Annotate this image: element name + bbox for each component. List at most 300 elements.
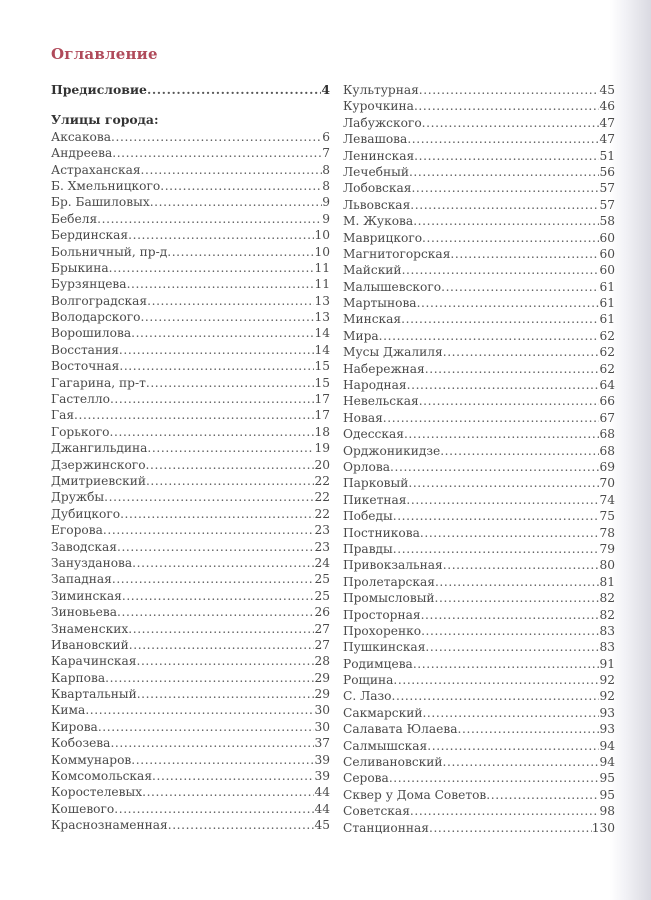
dot-leader — [114, 801, 314, 817]
toc-entry[interactable] — [343, 197, 615, 213]
entry-name: Минская — [343, 312, 402, 327]
entry-page: 69 — [599, 459, 615, 474]
toc-entry[interactable] — [343, 541, 615, 557]
entry-name: Заводская — [51, 539, 117, 554]
toc-entry[interactable] — [51, 342, 330, 358]
toc-entry[interactable] — [343, 459, 615, 475]
toc-entry[interactable] — [51, 260, 330, 276]
entry-name: Новая — [343, 410, 383, 425]
entry-page: 26 — [314, 605, 330, 620]
entry-page: 9 — [322, 195, 330, 210]
toc-entry[interactable] — [343, 475, 615, 491]
entry-page: 30 — [314, 719, 330, 734]
entry-page: 79 — [599, 541, 615, 556]
dot-leader — [422, 230, 599, 246]
dot-leader — [142, 784, 314, 800]
entry-page: 27 — [314, 621, 330, 636]
entry-name: Одесская — [343, 427, 404, 442]
entry-page: 94 — [599, 755, 615, 770]
dot-leader — [379, 328, 600, 344]
toc-entry[interactable] — [51, 309, 330, 325]
dot-leader — [140, 309, 314, 325]
toc-entry[interactable] — [343, 279, 615, 295]
dot-leader — [141, 162, 323, 178]
entry-name: Орлова — [343, 459, 391, 474]
dot-leader — [122, 588, 315, 604]
toc-entry[interactable] — [51, 457, 330, 473]
entry-page: 10 — [314, 244, 330, 259]
entry-page: 70 — [599, 476, 615, 491]
dot-leader — [414, 98, 600, 114]
dot-leader — [420, 525, 600, 541]
toc-entry[interactable] — [343, 803, 615, 819]
entry-name: Аксакова — [51, 129, 112, 144]
toc-entry[interactable] — [51, 506, 330, 522]
entry-page: 62 — [599, 345, 615, 360]
dot-leader — [410, 803, 600, 819]
dot-leader — [393, 541, 600, 557]
toc-entry[interactable] — [51, 489, 330, 505]
entry-page: 98 — [599, 804, 615, 819]
entry-page: 67 — [599, 410, 615, 425]
dot-leader — [404, 426, 600, 442]
toc-entry[interactable] — [51, 686, 330, 702]
entry-page: 60 — [599, 230, 615, 245]
dot-leader — [119, 342, 315, 358]
dot-leader — [120, 506, 314, 522]
entry-page: 30 — [314, 703, 330, 718]
dot-leader — [435, 574, 600, 590]
entry-page: 58 — [599, 214, 615, 229]
entry-name: Правды — [343, 541, 393, 556]
entry-page: 51 — [599, 148, 615, 163]
dot-leader — [168, 817, 315, 833]
entry-name: Андреева — [51, 146, 113, 161]
entry-page: 11 — [314, 277, 330, 292]
dot-leader — [421, 607, 600, 623]
toc-entry[interactable] — [51, 588, 330, 604]
dot-leader — [413, 213, 599, 229]
toc-entry[interactable] — [51, 801, 330, 817]
entry-page: 62 — [599, 328, 615, 343]
dot-leader — [435, 590, 600, 606]
dot-leader — [136, 653, 314, 669]
dot-leader — [441, 279, 599, 295]
toc-entry[interactable] — [343, 148, 615, 164]
toc-entry[interactable] — [51, 162, 330, 178]
entry-name: Астраханская — [51, 162, 141, 177]
entry-page: 44 — [314, 785, 330, 800]
entry-name: Родимцева — [343, 656, 413, 671]
entry-page: 83 — [599, 623, 615, 638]
dot-leader — [150, 194, 323, 210]
entry-name: Зиновьева — [51, 605, 118, 620]
entry-page: 22 — [314, 506, 330, 521]
entry-name: Лечебный — [343, 164, 409, 179]
entry-name: Володарского — [51, 310, 141, 325]
entry-name: С. Лазо — [343, 689, 392, 704]
dot-leader — [131, 752, 314, 768]
entry-name: Культурная — [343, 83, 419, 97]
toc-entry-preface[interactable] — [51, 82, 330, 98]
dot-leader — [127, 276, 315, 292]
dot-leader — [112, 145, 322, 161]
toc-entry[interactable] — [51, 375, 330, 391]
toc-entry[interactable] — [343, 672, 615, 688]
toc-left-column — [51, 82, 330, 834]
dot-leader — [128, 621, 314, 637]
toc-entry[interactable] — [51, 784, 330, 800]
toc-entry[interactable] — [51, 194, 330, 210]
dot-leader — [132, 555, 314, 571]
dot-leader — [421, 623, 599, 639]
toc-entry[interactable] — [343, 590, 615, 606]
entry-page: 74 — [599, 492, 615, 507]
entry-page: 57 — [599, 197, 615, 212]
entry-page: 92 — [599, 689, 615, 704]
entry-page: 64 — [599, 378, 615, 393]
toc-list-left — [51, 129, 330, 834]
toc-entry[interactable] — [51, 735, 330, 751]
dot-leader — [417, 295, 600, 311]
entry-page: 8 — [322, 178, 330, 193]
dot-leader — [443, 344, 600, 360]
toc-entry[interactable] — [343, 82, 615, 98]
toc-entry[interactable] — [51, 670, 330, 686]
toc-entry[interactable] — [343, 754, 615, 770]
entry-page: 83 — [599, 640, 615, 655]
toc-entry[interactable] — [343, 770, 615, 786]
entry-page: 92 — [599, 673, 615, 688]
toc-entry[interactable] — [51, 358, 330, 374]
entry-name: Малышевского — [343, 279, 442, 294]
toc-entry[interactable] — [343, 311, 615, 327]
dot-leader — [425, 639, 599, 655]
entry-page: 130 — [591, 820, 615, 835]
toc-entry[interactable] — [51, 702, 330, 718]
toc-entry[interactable] — [343, 525, 615, 541]
entry-page: 7 — [322, 146, 330, 161]
toc-entry[interactable] — [51, 178, 330, 194]
entry-name: Серова — [343, 771, 389, 786]
toc-entry[interactable] — [51, 604, 330, 620]
toc-entry[interactable] — [343, 508, 615, 524]
dot-leader — [109, 260, 315, 276]
dot-leader — [131, 325, 314, 341]
dot-leader — [112, 571, 315, 587]
dot-leader — [408, 475, 599, 491]
toc-entry[interactable] — [343, 180, 615, 196]
entry-name: Западная — [51, 572, 112, 587]
entry-name: Ворошилова — [51, 326, 132, 341]
entry-page: 61 — [599, 279, 615, 294]
entry-name: Лабужского — [343, 115, 422, 130]
entry-name: М. Жукова — [343, 214, 414, 229]
entry-page: 80 — [599, 558, 615, 573]
entry-page: 20 — [314, 457, 330, 472]
dot-leader — [167, 244, 314, 260]
toc-entry[interactable] — [343, 443, 615, 459]
toc-title: Оглавление — [51, 45, 158, 63]
entry-page: 23 — [314, 539, 330, 554]
entry-name: Ивановский — [51, 637, 129, 652]
toc-entry[interactable] — [51, 129, 330, 145]
entry-page: 60 — [599, 246, 615, 261]
entry-name: Орджоникидзе — [343, 443, 441, 458]
toc-entry[interactable] — [51, 145, 330, 161]
dot-leader — [440, 443, 599, 459]
dot-leader — [427, 738, 599, 754]
entry-page: 9 — [322, 211, 330, 226]
entry-name: Мира — [343, 328, 379, 343]
dot-leader — [458, 721, 600, 737]
entry-name: Пикетная — [343, 492, 407, 507]
toc-entry[interactable] — [343, 557, 615, 573]
toc-entry[interactable] — [343, 230, 615, 246]
dot-leader — [390, 459, 599, 475]
toc-entry[interactable] — [343, 787, 615, 803]
entry-name: Гагарина, пр-т — [51, 375, 146, 390]
dot-leader — [414, 148, 599, 164]
toc-entry[interactable] — [51, 293, 330, 309]
entry-name: Джангильдина — [51, 441, 148, 456]
entry-name: Кобозева — [51, 736, 111, 751]
entry-name: Мартынова — [343, 296, 417, 311]
toc-entry[interactable] — [51, 325, 330, 341]
toc-entry[interactable] — [343, 607, 615, 623]
dot-leader — [110, 424, 315, 440]
entry-page: 19 — [314, 441, 330, 456]
toc-entry[interactable] — [343, 344, 615, 360]
entry-page: 82 — [599, 591, 615, 606]
dot-leader — [411, 180, 599, 196]
entry-name: Дзержинского — [51, 457, 146, 472]
entry-name: Кошевого — [51, 801, 115, 816]
entry-page: 17 — [314, 392, 330, 407]
toc-entry[interactable] — [343, 246, 615, 262]
toc-entry[interactable] — [51, 391, 330, 407]
entry-name: Рощина — [343, 673, 394, 688]
dot-leader — [401, 311, 599, 327]
entry-page: 46 — [599, 99, 615, 114]
toc-entry[interactable] — [51, 555, 330, 571]
dot-leader — [152, 768, 314, 784]
entry-name: Коммунаров — [51, 752, 132, 767]
toc-entry[interactable] — [343, 98, 615, 114]
dot-leader — [422, 705, 599, 721]
entry-page: 8 — [322, 162, 330, 177]
entry-name: Бурзянцева — [51, 277, 127, 292]
toc-entry[interactable] — [51, 539, 330, 555]
entry-name: Коростелевых — [51, 785, 143, 800]
toc-entry[interactable] — [343, 492, 615, 508]
entry-page: 91 — [599, 656, 615, 671]
dot-leader — [147, 293, 314, 309]
entry-name: Селивановский — [343, 755, 443, 770]
entry-page: 81 — [599, 574, 615, 589]
dot-leader — [393, 672, 599, 688]
entry-page: 28 — [314, 654, 330, 669]
toc-entry[interactable] — [343, 820, 615, 836]
toc-entry[interactable] — [343, 656, 615, 672]
entry-name: Пролетарская — [343, 574, 435, 589]
toc-entry[interactable] — [343, 410, 615, 426]
toc-entry[interactable] — [343, 639, 615, 655]
entry-name: Горького — [51, 424, 110, 439]
toc-entry[interactable] — [343, 131, 615, 147]
dot-leader — [74, 407, 314, 423]
toc-entry[interactable] — [51, 407, 330, 423]
dot-leader — [110, 735, 314, 751]
entry-name: Гая — [51, 408, 75, 423]
entry-name: Промысловый — [343, 591, 435, 606]
dot-leader — [407, 377, 600, 393]
entry-page: 68 — [599, 427, 615, 442]
toc-entry[interactable] — [343, 623, 615, 639]
entry-name: Больничный, пр-д — [51, 244, 168, 259]
dot-leader — [402, 262, 600, 278]
dot-leader — [147, 440, 314, 456]
entry-name: Просторная — [343, 607, 421, 622]
toc-entry[interactable] — [343, 164, 615, 180]
entry-page: 11 — [314, 260, 330, 275]
entry-name: Гастелло — [51, 392, 110, 407]
dot-leader — [98, 719, 315, 735]
toc-entry[interactable] — [51, 637, 330, 653]
entry-name: Победы — [343, 509, 393, 524]
dot-leader — [117, 604, 314, 620]
entry-name: Станционная — [343, 820, 429, 835]
toc-entry[interactable] — [343, 721, 615, 737]
entry-page: 22 — [314, 490, 330, 505]
dot-leader — [425, 361, 600, 377]
toc-entry[interactable] — [51, 227, 330, 243]
entry-page: 22 — [314, 473, 330, 488]
toc-entry[interactable] — [51, 522, 330, 538]
entry-name: Восстания — [51, 342, 119, 357]
entry-name: Майский — [343, 263, 402, 278]
entry-name: Карпова — [51, 670, 106, 685]
toc-entry[interactable] — [343, 295, 615, 311]
dot-leader — [407, 131, 599, 147]
entry-name: Львовская — [343, 197, 411, 212]
entry-page: 24 — [314, 555, 330, 570]
dot-leader — [128, 227, 314, 243]
entry-page: 29 — [314, 687, 330, 702]
entry-name: Бебеля — [51, 211, 98, 226]
dot-leader — [409, 164, 600, 180]
toc-entry[interactable] — [343, 377, 615, 393]
toc-entry[interactable] — [343, 688, 615, 704]
toc-entry[interactable] — [51, 244, 330, 260]
entry-name: Бердинская — [51, 228, 129, 243]
entry-page: 23 — [314, 523, 330, 538]
toc-entry[interactable] — [343, 328, 615, 344]
entry-name: Мусы Джалиля — [343, 345, 443, 360]
toc-entry[interactable] — [51, 211, 330, 227]
entry-page: 95 — [599, 771, 615, 786]
dot-leader — [146, 375, 315, 391]
entry-name: Предисловие — [51, 82, 147, 97]
dot-leader — [406, 492, 599, 508]
entry-name: Занузданова — [51, 555, 133, 570]
entry-page: 6 — [322, 129, 330, 144]
toc-entry[interactable] — [51, 276, 330, 292]
toc-entry[interactable] — [343, 574, 615, 590]
dot-leader — [383, 410, 600, 426]
entry-page: 66 — [599, 394, 615, 409]
dot-leader — [486, 787, 599, 803]
entry-name: Знаменских — [51, 621, 129, 636]
toc-entry[interactable] — [343, 705, 615, 721]
entry-name: Краснознаменная — [51, 818, 168, 833]
toc-right-column — [343, 82, 615, 836]
toc-entry[interactable] — [343, 426, 615, 442]
entry-name: Дружбы — [51, 490, 105, 505]
toc-entry[interactable] — [343, 738, 615, 754]
toc-entry[interactable] — [343, 262, 615, 278]
entry-name: Квартальный — [51, 687, 137, 702]
toc-entry[interactable] — [343, 213, 615, 229]
entry-name: Прохоренко — [343, 623, 422, 638]
entry-name: Постникова — [343, 525, 420, 540]
entry-page: 13 — [314, 310, 330, 325]
entry-name: Лобовская — [343, 181, 412, 196]
entry-page: 82 — [599, 607, 615, 622]
toc-entry[interactable] — [51, 473, 330, 489]
toc-entry[interactable] — [51, 424, 330, 440]
dot-leader — [111, 129, 322, 145]
toc-entry[interactable] — [343, 393, 615, 409]
toc-entry[interactable] — [51, 817, 330, 833]
entry-page: 78 — [599, 525, 615, 540]
toc-entry[interactable] — [51, 653, 330, 669]
dot-leader — [117, 539, 315, 555]
dot-leader — [129, 637, 315, 653]
toc-entry[interactable] — [343, 115, 615, 131]
toc-entry[interactable] — [51, 621, 330, 637]
entry-page: 47 — [599, 132, 615, 147]
toc-entry[interactable] — [51, 571, 330, 587]
entry-name: Народная — [343, 378, 407, 393]
dot-leader — [443, 557, 600, 573]
entry-name: Левашова — [343, 132, 408, 147]
entry-name: Невельская — [343, 394, 419, 409]
entry-page: 47 — [599, 115, 615, 130]
entry-page: 27 — [314, 637, 330, 652]
entry-name: Егорова — [51, 523, 103, 538]
entry-page: 61 — [599, 296, 615, 311]
entry-page: 29 — [314, 670, 330, 685]
dot-leader — [443, 754, 600, 770]
toc-entry[interactable] — [343, 361, 615, 377]
entry-page: 13 — [314, 293, 330, 308]
entry-page: 17 — [314, 408, 330, 423]
toc-entry[interactable] — [51, 719, 330, 735]
entry-page: 45 — [599, 83, 615, 97]
toc-entry[interactable] — [51, 768, 330, 784]
entry-page: 10 — [314, 228, 330, 243]
entry-page: 68 — [599, 443, 615, 458]
entry-page: 44 — [314, 801, 330, 816]
entry-name: Ленинская — [343, 148, 415, 163]
toc-entry[interactable] — [51, 440, 330, 456]
entry-name: Брыкина — [51, 260, 109, 275]
entry-page: 45 — [314, 818, 330, 833]
toc-entry[interactable] — [51, 752, 330, 768]
dot-leader — [160, 178, 322, 194]
dot-leader — [422, 115, 600, 131]
